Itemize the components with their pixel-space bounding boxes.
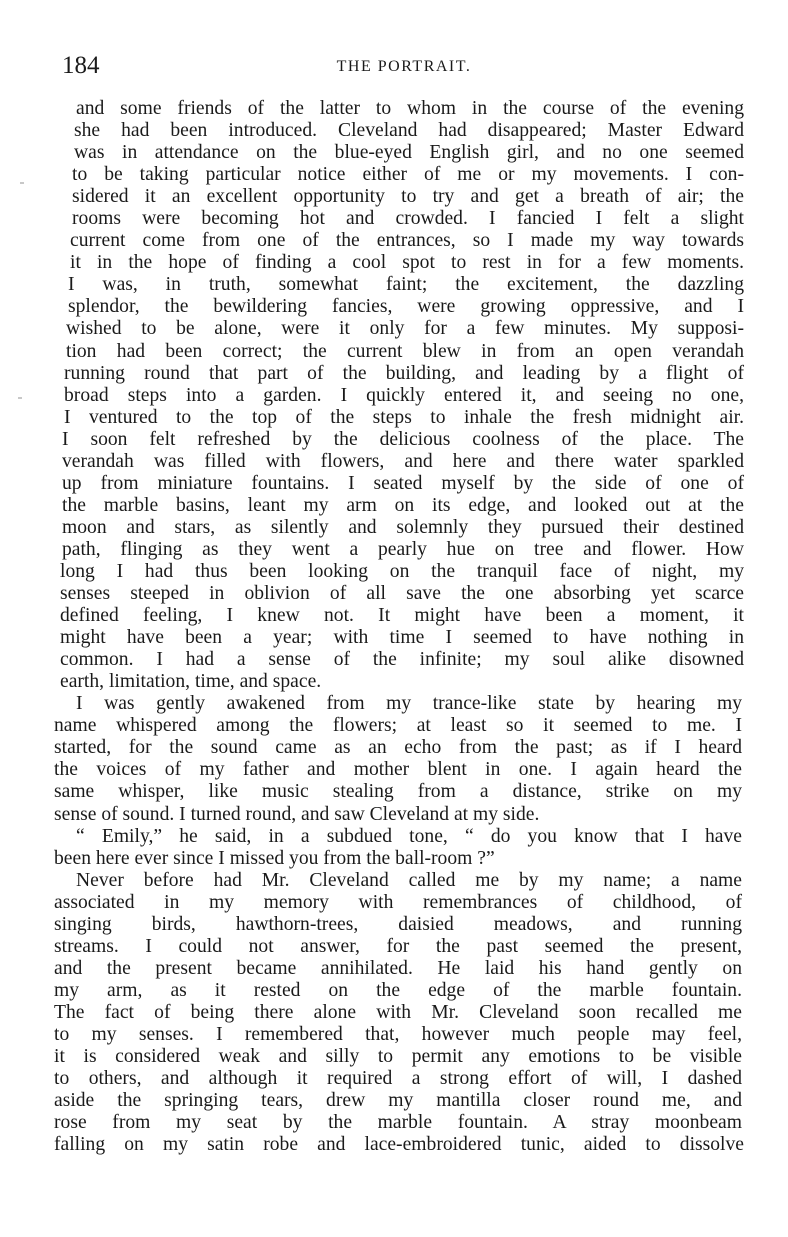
paragraph (54, 870, 744, 1157)
running-title: THE PORTRAIT. (336, 58, 472, 75)
text-line: “ Emily,” he said, in a subdued tone, “ do you know that I have (76, 825, 742, 847)
text-line: streams. I could not answer, for the past seemed the present, (54, 935, 742, 957)
text-line: up from miniature fountains. I seated myself by the side of one of (62, 472, 744, 494)
text-line: path, flinging as they went a pearly hue on tree and flower. How (62, 538, 744, 560)
text-line: name whispered among the flowers; at least so it seemed to me. I (54, 715, 742, 737)
text-line: verandah was filled with flowers, and here and there water sparkled (62, 450, 744, 472)
text-line: broad steps into a garden. I quickly entered it, and seeing no one, (64, 384, 744, 406)
text-line: sidered it an excellent opportunity to try and get a breath of air; the (72, 186, 744, 208)
text-line: to others, and although it required a strong effort of will, I dashed (54, 1068, 742, 1090)
text-line: to be taking particular notice either of me or my movements. I con- (72, 164, 744, 186)
text-line: I was, in truth, somewhat faint; the excitement, the dazzling (68, 274, 744, 296)
text-line: same whisper, like music stealing from a distance, strike on my (54, 781, 742, 803)
text-line: it in the hope of finding a cool spot to rest in for a few moments. (70, 252, 744, 274)
text-line: I was gently awakened from my trance-like state by hearing my (76, 693, 742, 715)
margin-ink-speck (18, 397, 22, 399)
running-head (62, 52, 746, 80)
text-line: earth, limitation, time, and space. (60, 671, 322, 693)
text-line: splendor, the bewildering fancies, were growing oppressive, and I (68, 296, 744, 318)
text-line: running round that part of the building, and leading by a flight of (64, 362, 744, 384)
text-line: current come from one of the entrances, so I made my way towards (70, 230, 744, 252)
text-line: Never before had Mr. Cleveland called me by my name; a name (76, 869, 742, 891)
text-line: moon and stars, as silently and solemnly they pursued their destined (62, 516, 744, 538)
text-line: it is considered weak and silly to permit any emotions to be visible (54, 1046, 742, 1068)
text-line: The fact of being there alone with Mr. Cleveland soon recalled me (54, 1001, 742, 1023)
margin-ink-speck (20, 182, 24, 184)
paragraph (54, 693, 744, 825)
paragraph (54, 826, 744, 870)
text-line: singing birds, hawthorn-trees, daisied meadows, and running (54, 913, 742, 935)
text-line: wished to be alone, were it only for a few minutes. My supposi- (66, 318, 744, 340)
text-line: was in attendance on the blue-eyed English girl, and no one seemed (74, 142, 744, 164)
text-line: she had been introduced. Cleveland had disappeared; Master Edward (74, 120, 744, 142)
text-line: rose from my seat by the marble fountain. A stray moonbeam (54, 1112, 742, 1134)
text-line: falling on my satin robe and lace-embroidered tunic, aided to dissolve (54, 1134, 744, 1156)
page-number: 184 (62, 52, 100, 79)
text-line: long I had thus been looking on the tranquil face of night, my (60, 560, 744, 582)
text-line: tion had been correct; the current blew in from an open verandah (66, 340, 744, 362)
text-line: and some friends of the latter to whom in the course of the evening (76, 98, 744, 119)
text-line: the marble basins, leant my arm on its edge, and looked out at the (62, 494, 744, 516)
text-line: senses steeped in oblivion of all save the one absorbing yet scarce (60, 583, 744, 605)
page-body-text (54, 98, 744, 1156)
text-line: to my senses. I remembered that, however much people may feel, (54, 1023, 742, 1045)
text-line: my arm, as it rested on the edge of the marble fountain. (54, 979, 742, 1001)
text-line: started, for the sound came as an echo from the past; as if I heard (54, 737, 742, 759)
text-line: and the present became annihilated. He laid his hand gently on (54, 957, 742, 979)
text-line: associated in my memory with remembrances of childhood, of (54, 891, 742, 913)
text-line: been here ever since I missed you from the ball-room ?” (54, 847, 495, 869)
text-line: sense of sound. I turned round, and saw Cleveland at my side. (54, 803, 540, 825)
text-line: I soon felt refreshed by the delicious coolness of the place. The (62, 428, 744, 450)
text-line: rooms were becoming hot and crowded. I fancied I felt a slight (72, 208, 744, 230)
text-line: I ventured to the top of the steps to inhale the fresh midnight air. (64, 406, 744, 428)
text-line: defined feeling, I knew not. It might have been a moment, it (60, 605, 744, 627)
text-line: aside the springing tears, drew my mantilla closer round me, and (54, 1090, 742, 1112)
text-line: might have been a year; with time I seemed to have nothing in (60, 627, 744, 649)
paragraph (54, 98, 744, 693)
text-line: common. I had a sense of the infinite; my soul alike disowned (60, 649, 744, 671)
text-line: the voices of my father and mother blent in one. I again heard the (54, 759, 742, 781)
